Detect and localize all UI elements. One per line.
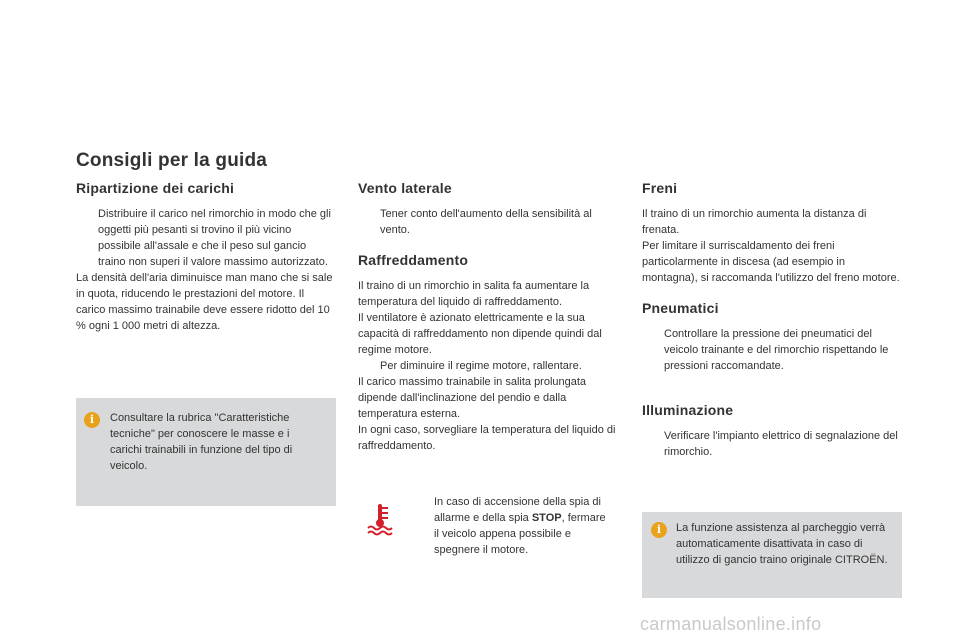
heading-lighting: Illuminazione xyxy=(642,402,734,418)
paragraph: Il traino di un rimorchio aumenta la distanza di frenata. xyxy=(642,208,867,236)
paragraph: Per limitare il surriscaldamento dei freni particolarmente in discesa (ad esempio in montagna), si raccomanda l'utilizzo del freno motore. xyxy=(642,240,900,284)
coolant-temperature-warning-icon xyxy=(366,502,394,536)
paragraph: Il ventilatore è azionato elettricamente e la sua capacità di raffreddamento non dipende quindi dal regime motore. xyxy=(358,312,602,356)
page-title: Consigli per la guida xyxy=(76,150,268,171)
column-load-distribution xyxy=(76,180,334,334)
watermark: carmanualsonline.info xyxy=(640,614,822,634)
paragraph: La densità dell'aria diminuisce man mano che si sale in quota, riducendo le prestazioni del motore. Il carico massimo trainabile deve essere ridotto del 10 % ogni 1 000 metri di altezza. xyxy=(76,272,333,332)
bullet-item xyxy=(642,428,900,460)
bullet-text: Verificare l'impianto elettrico di segnalazione del rimorchio. xyxy=(664,430,898,458)
bullet-text: Per diminuire il regime motore, rallentare. xyxy=(380,360,582,372)
bullet-item xyxy=(412,494,612,558)
heading-cooling: Raffreddamento xyxy=(358,252,469,268)
stop-label: STOP xyxy=(531,512,562,524)
warning-text-prefix: In caso di accensione della spia di allarme e della spia xyxy=(434,496,601,524)
column-brakes-tyres-lighting xyxy=(642,180,900,460)
bullet-item xyxy=(642,326,900,374)
bullet-text: Tener conto dell'aumento della sensibilità al vento. xyxy=(380,208,592,236)
bullet-item xyxy=(358,358,620,374)
paragraph: Il carico massimo trainabile in salita prolungata dipende dall'inclinazione del pendio e dalla temperatura esterna. xyxy=(358,376,587,420)
info-icon: i xyxy=(84,412,100,428)
column-wind-cooling xyxy=(358,180,620,454)
heading-load-distribution: Ripartizione dei carichi xyxy=(76,180,235,196)
heading-brakes: Freni xyxy=(642,180,678,196)
note-text: La funzione assistenza al parcheggio verrà automaticamente disattivata in caso di utilizzo di gancio traino originale CITROËN. xyxy=(676,522,888,566)
info-note-box xyxy=(642,512,902,598)
note-text: Consultare la rubrica "Caratteristiche tecniche" per conoscere le masse e i carichi trainabili in funzione del tipo di veicolo. xyxy=(110,412,293,472)
paragraph: Il traino di un rimorchio in salita fa aumentare la temperatura del liquido di raffreddamento. xyxy=(358,280,590,308)
info-note-box xyxy=(76,398,336,506)
bullet-item xyxy=(358,206,620,238)
info-icon: i xyxy=(651,522,667,538)
bullet-item xyxy=(76,206,334,270)
paragraph: In ogni caso, sorvegliare la temperatura del liquido di raffreddamento. xyxy=(358,424,616,452)
heading-tyres: Pneumatici xyxy=(642,300,719,316)
warning-text-suffix: , fermare il veicolo appena possibile e spegnere il motore. xyxy=(434,512,606,556)
bullet-text: Distribuire il carico nel rimorchio in modo che gli oggetti più pesanti si trovino il più vicino possibile all'assale e che il peso sul gancio traino non superi il valore massimo autorizzato. xyxy=(98,208,331,268)
coolant-warning-text xyxy=(412,494,612,558)
heading-side-wind: Vento laterale xyxy=(358,180,452,196)
bullet-text: Controllare la pressione dei pneumatici del veicolo trainante e del rimorchio rispettando le pressioni raccomandate. xyxy=(664,328,889,372)
